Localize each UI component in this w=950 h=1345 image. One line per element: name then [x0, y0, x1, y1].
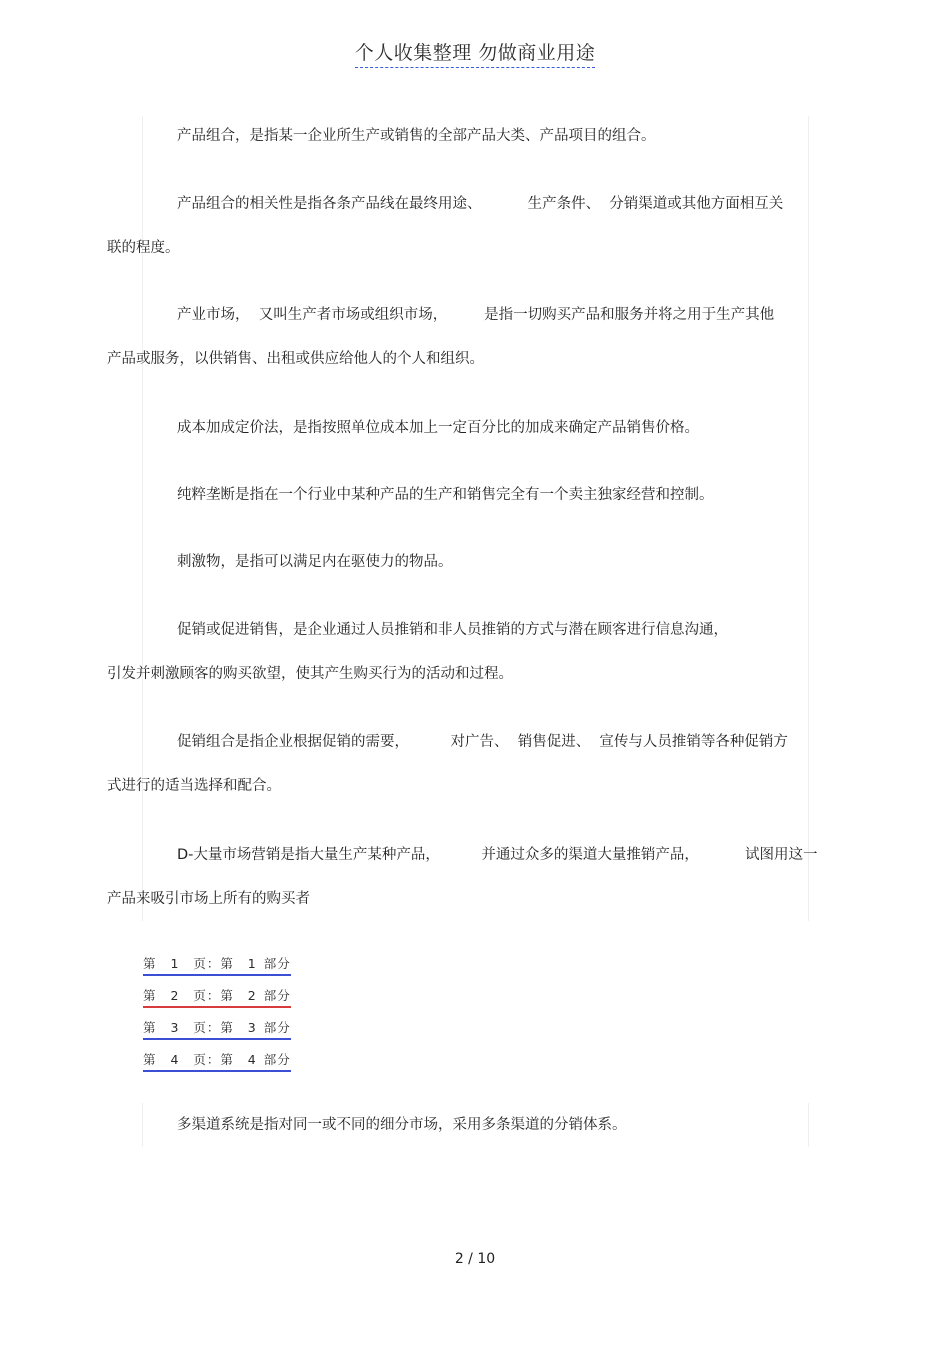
- paragraph-mass-marketing: [107, 833, 818, 921]
- paragraph-line: 纯粹垄断是指在一个行业中某种产品的生产和销售完全有一个卖主独家经营和控制。: [177, 487, 714, 503]
- paragraph-line: 成本加成定价法，是指按照单位成本加上一定百分比的加成来确定产品销售价格。: [177, 420, 699, 436]
- header-title: 个人收集整理 勿做商业用途: [355, 38, 596, 68]
- paragraph-line: 联的程度。: [107, 240, 180, 256]
- paragraph-pure-monopoly: [142, 473, 807, 517]
- paragraph-industrial-market: [107, 293, 807, 381]
- paragraph-line: 促销组合是指企业根据促销的需要， 对广告、 销售促进、 宣传与人员推销等各种促销方: [177, 734, 788, 750]
- page-number: 2 / 10: [454, 1251, 496, 1267]
- paragraph-product-mix-relevance: [107, 182, 807, 270]
- paragraph-line: 产品来吸引市场上所有的购买者: [107, 891, 310, 907]
- paragraph-line: 引发并刺激顾客的购买欲望，使其产生购买行为的活动和过程。: [107, 666, 513, 682]
- paragraph-cost-plus-pricing: [142, 406, 807, 450]
- paragraph-line: 刺激物，是指可以满足内在驱使力的物品。: [177, 554, 453, 570]
- paragraph-line: 多渠道系统是指对同一或不同的细分市场，采用多条渠道的分销体系。: [177, 1117, 627, 1133]
- paragraph-multichannel-system: [142, 1103, 807, 1147]
- paragraph-line: 式进行的适当选择和配合。: [107, 778, 281, 794]
- paragraph-line: 产品或服务，以供销售、出租或供应给他人的个人和组织。: [107, 351, 484, 367]
- toc-link-page-1[interactable]: 第 1 页：第 1 部分: [143, 955, 291, 976]
- paragraph-product-mix: [142, 114, 807, 158]
- paragraph-line: D-大量市场营销是指大量生产某种产品， 并通过众多的渠道大量推销产品， 试图用这一: [177, 847, 818, 863]
- toc-link-page-2[interactable]: 第 2 页：第 2 部分: [143, 987, 291, 1008]
- paragraph-line: 产品组合，是指某一企业所生产或销售的全部产品大类、产品项目的组合。: [177, 128, 656, 144]
- toc-link-page-4[interactable]: 第 4 页：第 4 部分: [143, 1051, 291, 1072]
- paragraph-line: 促销或促进销售，是企业通过人员推销和非人员推销的方式与潜在顾客进行信息沟通，: [177, 622, 728, 638]
- paragraph-stimulus: [142, 540, 807, 584]
- paragraph-promotion-mix: [107, 720, 807, 808]
- toc-link-page-3[interactable]: 第 3 页：第 3 部分: [143, 1019, 291, 1040]
- page-header: [0, 38, 950, 68]
- paragraph-promotion: [107, 608, 807, 696]
- paragraph-line: 产品组合的相关性是指各条产品线在最终用途、 生产条件、 分销渠道或其他方面相互关: [177, 196, 784, 212]
- paragraph-line: 产业市场， 又叫生产者市场或组织市场， 是指一切购买产品和服务并将之用于生产其他: [177, 307, 775, 323]
